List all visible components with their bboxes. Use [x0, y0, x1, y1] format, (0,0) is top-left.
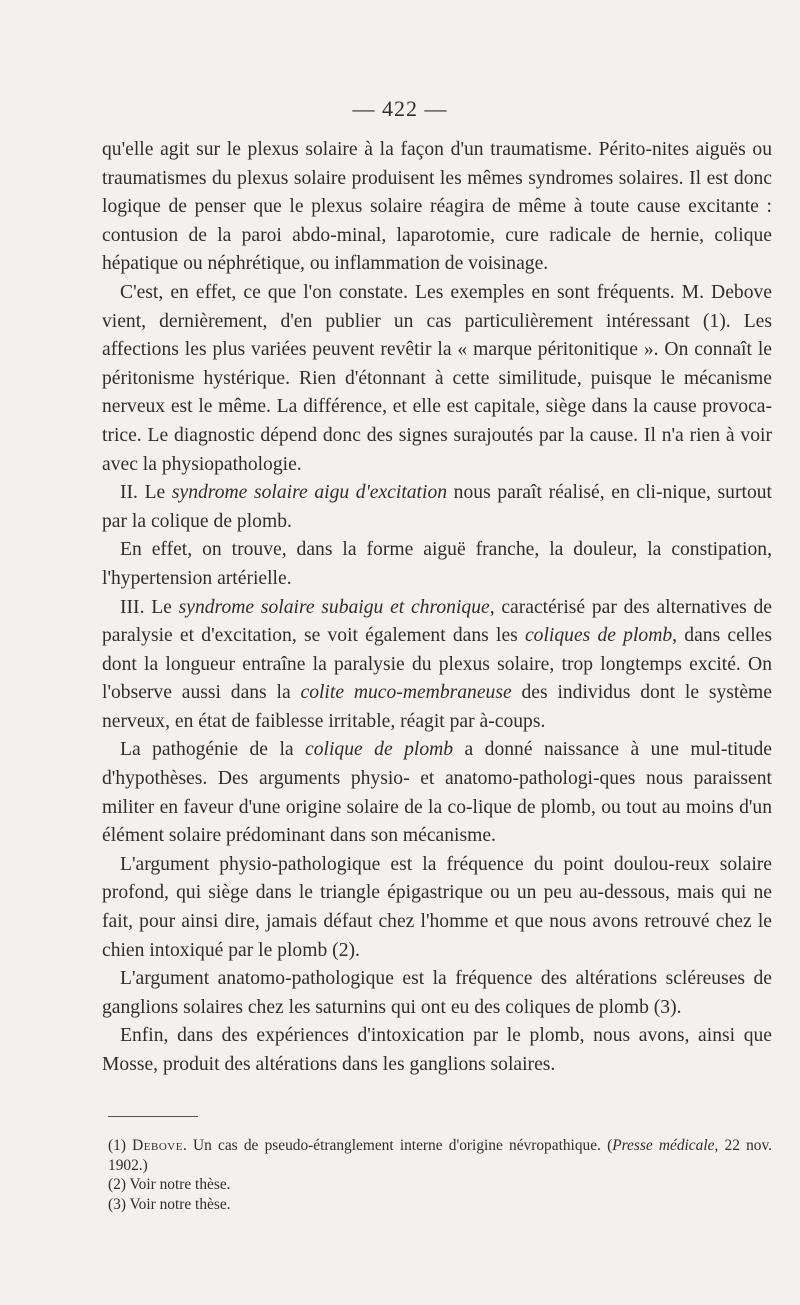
page-number: — 422 —	[352, 96, 448, 121]
paragraph-2: C'est, en effet, ce que l'on constate. Les exemples en sont fréquents. M. Debove vient, dernièrement, d'en publier un cas particulièrement intéressant (1). Les affections les plus variées peuvent revêtir la « marque péritonitique ». On connaît le péritonisme hystérique. Rien d'étonnant à cette similitude, puisque le mécanisme nerveux est le même. La différence, et elle est capitale, siège dans la cause provoca-trice. Le diagnostic dépend donc des signes surajoutés par la cause. Il n'a rien à voir avec la physiopathologie.	[102, 281, 772, 475]
section-iii-mid2: , dans celles dont la longueur entraîne la paralysie du plexus solaire, trop longtemps excité. On l'observe aussi dans la	[102, 625, 772, 704]
paragraph-physio-argument: L'argument physio-pathologique est la fréquence du point doulou-reux solaire profond, qui siège dans le triangle épigastrique ou un peu au-dessous, mais qui ne fait, pour ainsi dire, jamais défaut chez l'homme et que nous avons retrouvé chez le chien intoxiqué par le plomb (2).	[102, 853, 772, 961]
footnote-1-date: , 22 nov. 1902.)	[108, 1137, 773, 1174]
footnote-1-author: Debove	[132, 1137, 183, 1154]
section-ii-term: syndrome solaire aigu d'excitation	[171, 482, 448, 504]
footnote-3: (3) Voir notre thèse.	[108, 1195, 231, 1213]
footnote-2: (2) Voir notre thèse.	[108, 1176, 231, 1193]
paragraph-pathogeny	[102, 736, 772, 850]
section-ii-lead: II. Le	[120, 482, 172, 504]
section-iii-rest: des individus dont le système nerveux, en état de faiblesse irritable, réagit par à-coups.	[102, 682, 772, 732]
section-iii-term3: colite muco-membraneuse	[300, 682, 512, 704]
footnotes	[108, 1136, 772, 1214]
footnote-1	[108, 1136, 772, 1175]
pathogeny-term: colique de plomb	[305, 739, 454, 761]
footnote-divider	[108, 1116, 198, 1117]
footnote-1-mark: (1)	[108, 1137, 133, 1154]
paragraph-anatomo-argument: L'argument anatomo-pathologique est la fréquence des altérations scléreuses de ganglions solaires chez les saturnins qui ont eu des coliques de plomb (3).	[102, 968, 772, 1018]
section-ii-rest: nous paraît réalisé, en cli-nique, surtout par la colique de plomb.	[102, 482, 772, 532]
pathogeny-lead: La pathogénie de la	[120, 739, 306, 761]
footnote-1-text: . Un cas de pseudo-étranglement interne d'origine névropathique. (	[182, 1137, 613, 1154]
section-iii-mid1: , caractérisé par des alternatives de paralysie et d'excitation, se voit également dans les	[102, 596, 773, 647]
body-text	[102, 136, 772, 1080]
section-iii-term2: coliques de plomb	[524, 625, 673, 647]
paragraph-1: qu'elle agit sur le plexus solaire à la façon d'un traumatisme. Périto-nites aiguës ou traumatismes du plexus solaire produisent les mêmes syndromes solaires. Il est donc logique de penser que le plexus solaire réagira de même à toute cause excitante : contusion de la paroi abdo-minal, laparotomie, cure radicale de hernie, colique hépatique ou néphrétique, ou inflammation de voisinage.	[102, 139, 772, 275]
paragraph-section-iii	[102, 594, 772, 737]
section-iii-lead: III. Le	[120, 596, 179, 618]
paragraph-section-ii-b: En effet, on trouve, dans la forme aiguë franche, la douleur, la constipation, l'hypertension artérielle.	[102, 539, 772, 589]
footnote-1-journal: Presse médicale	[612, 1137, 715, 1154]
section-iii-term: syndrome solaire subaigu et chronique	[178, 596, 490, 618]
paragraph-section-ii	[102, 479, 772, 536]
pathogeny-rest: a donné naissance à une mul-titude d'hypothèses. Des arguments physio- et anatomo-pathologi-ques nous paraissent militer en faveur d'une origine solaire de la co-lique de plomb, ou tout au moins d'un élément solaire prédominant dans son mécanisme.	[102, 739, 772, 847]
paragraph-experiments: Enfin, dans des expériences d'intoxication par le plomb, nous avons, ainsi que Mosse, produit des altérations dans les ganglions solaires.	[102, 1025, 772, 1075]
